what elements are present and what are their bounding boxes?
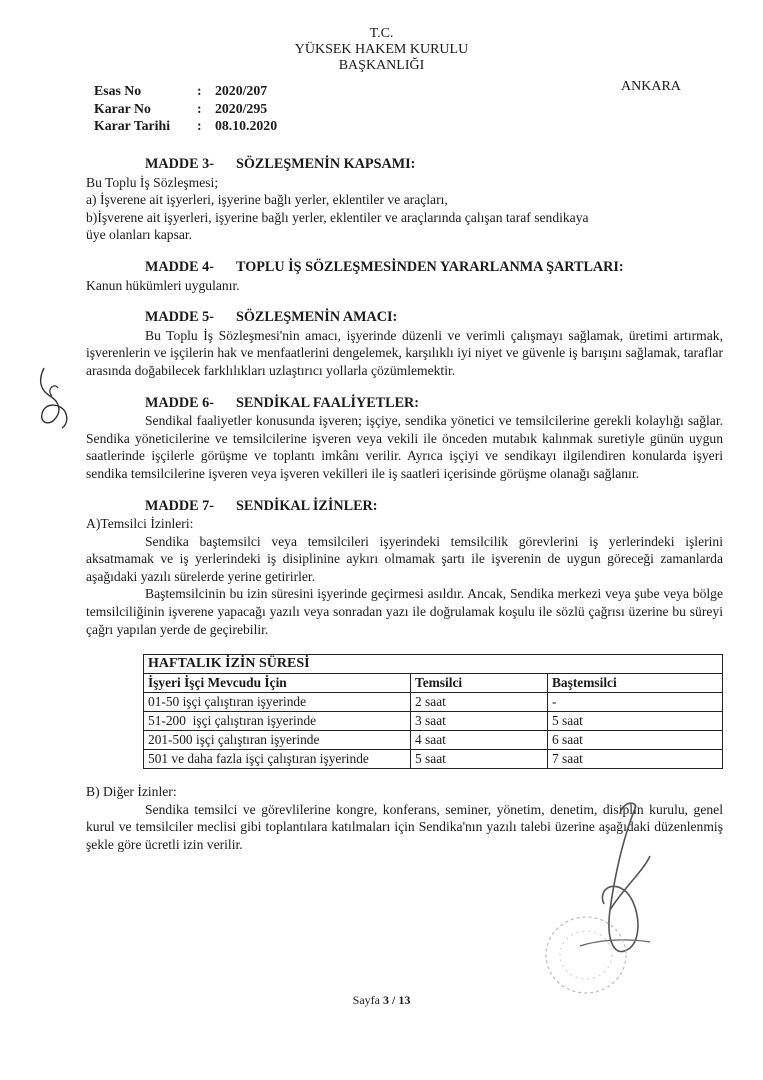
official-stamp [536,910,636,1000]
article-number: MADDE 3- [145,156,214,172]
meta-value: 2020/207 [215,83,268,98]
table-row [144,693,723,712]
page-label: Sayfa [352,993,383,1007]
table-title: HAFTALIK İZİN SÜRESİ [144,655,723,674]
article-6 [86,395,723,483]
subsection-heading: B) Diğer İzinler: [86,784,177,800]
meta-key: Karar Tarihi [94,118,171,133]
meta-colon: : [197,100,202,116]
article-text: Sendika baştemsilci veya temsilcileri işyerindeki temsilcilik görevlerini iş yerlerindeki işlerini aksatmamak ve iş yerlerindeki iş disiplinine aykırı olmamak şartı ile işverenin de uygun göreceği zamanlarda aşağıdaki yazılı sürelerde yerine getirirler. [86,533,723,584]
table-cell: - [548,693,723,712]
table-header-cell: Temsilci [411,674,548,693]
table-cell: 6 saat [548,731,723,750]
meta-key: Esas No [94,83,142,98]
meta-row-karar-tarihi [94,117,277,135]
article-text: Kanun hükümleri uygulanır. [86,277,240,293]
handwritten-margin-mark [34,366,74,430]
article-text: Bu Toplu İş Sözleşmesi; [86,174,219,190]
article-number: MADDE 6- [145,394,214,411]
article-title: SÖZLEŞMENİN KAPSAMI: [236,156,416,172]
table-header-cell: Baştemsilci [548,674,723,693]
article-heading [145,156,723,174]
header-line-tc: T.C. [369,26,394,41]
article-number: MADDE 4- [145,258,214,275]
document-header [0,26,763,74]
header-line-institution: YÜKSEK HAKEM KURULU [294,42,469,57]
article-number: MADDE 7- [145,497,214,514]
table-cell: 3 saat [411,712,548,731]
article-heading [145,259,723,277]
table-header-row [144,674,723,693]
weekly-leave-table [143,654,723,769]
meta-row-karar [94,100,277,118]
article-4 [86,259,723,294]
header-line-department: BAŞKANLIĞI [338,58,425,73]
meta-value: 2020/295 [215,100,268,116]
article-text: Sendika temsilci ve görevlilerine kongre, konferans, seminer, yönetim, denetim, disiplin kurulu, genel kurul ve temsilciler meclisi gibi toplantılara katılmaları için Sendika'nın yazılı talebi üzerine aşağıdaki düzenlenmiş şekle göre ücretli izin verilir. [86,801,723,853]
meta-colon: : [197,118,202,133]
document-body [86,156,723,854]
table-cell: 51-200 işçi çalıştıran işyerinde [144,712,411,731]
table-cell: 501 ve daha fazla işçi çalıştıran işyerinde [144,750,411,769]
subsection-heading: A)Temsilci İzinleri: [86,516,194,532]
table-row [144,750,723,769]
meta-row-esas [94,82,277,100]
article-heading [145,395,723,413]
table-cell: 5 saat [548,712,723,731]
article-title: TOPLU İŞ SÖZLEŞMESİNDEN YARARLANMA ŞARTLARI: [236,258,624,275]
case-meta [94,82,277,135]
table-row [144,712,723,731]
article-text: Sendikal faaliyetler konusunda işveren; işçiye, sendika yönetici ve temsilcilerine gerekli kolaylığı sağlar. Sendika yöneticilerine ve temsilcilerine işveren veya vekili ile önceden mutabık kalınmak suretiyle günün uygun saatlerinde işçilerle görüşme ve toplantı imkânı verilir. Ayrıca işçiyi ve sendikayı ilgilendiren konularda işyeri sendika temsilcilerine işveren veya işveren vekilleri ile iş saatleri içerisinde görüşme olanağı sağlanır. [86,413,723,481]
table-header-cell: İşyeri İşçi Mevcudu İçin [144,674,411,693]
table-cell: 201-500 işçi çalıştıran işyerinde [144,731,411,750]
page-footer [0,992,763,1010]
article-heading [145,309,723,327]
table-cell: 7 saat [548,750,723,769]
article-5 [86,309,723,379]
meta-value: 08.10.2020 [215,118,278,133]
article-text: a) İşverene ait işyerleri, işyerine bağlı yerler, eklentiler ve araçları, [86,192,448,208]
article-text: Baştemsilcinin bu izin süresini işyerinde geçirmesi asıldır. Ancak, Sendika merkezi veya şube veya bölge temsilciliğinin işverene yapacağı yazılı veya sonradan yazı ile doğrulamak koşulu ile sözlü çağrısı üzerine bu süreyi çağrı yapılan yerde de geçirebilir. [86,586,723,637]
article-heading [145,498,723,516]
article-text: b)İşverene ait işyerleri, işyerine bağlı yerler, eklentiler ve araçlarında çalışan taraf sendikaya [86,209,589,225]
article-number: MADDE 5- [145,309,214,326]
table-cell: 2 saat [411,693,548,712]
table-row [144,731,723,750]
table-cell: 01-50 işçi çalıştıran işyerinde [144,693,411,712]
city-label: ANKARA [621,79,681,94]
article-3 [86,156,723,244]
meta-key: Karar No [94,100,151,116]
article-text: üye olanları kapsar. [86,227,193,243]
table-cell: 5 saat [411,750,548,769]
page-number: 3 / 13 [382,993,411,1007]
article-title: SÖZLEŞMENİN AMACI: [236,309,398,326]
table-cell: 4 saat [411,731,548,750]
article-title: SENDİKAL FAALİYETLER: [236,394,420,411]
article-text: Bu Toplu İş Sözleşmesi'nin amacı, işyerinde düzenli ve verimli çalışmayı sağlamak, üretimi artırmak, işverenlerin ve işçilerin hak ve menfaatlerini dengelemek, karşılıklı iyi niyet ve güvenle iş barışını sağlamak, taraflar arasında doğabilecek farklılıkları uzlaştırıcı yollarla çözümlemektir. [86,327,723,378]
meta-colon: : [197,83,202,98]
article-title: SENDİKAL İZİNLER: [236,497,378,514]
